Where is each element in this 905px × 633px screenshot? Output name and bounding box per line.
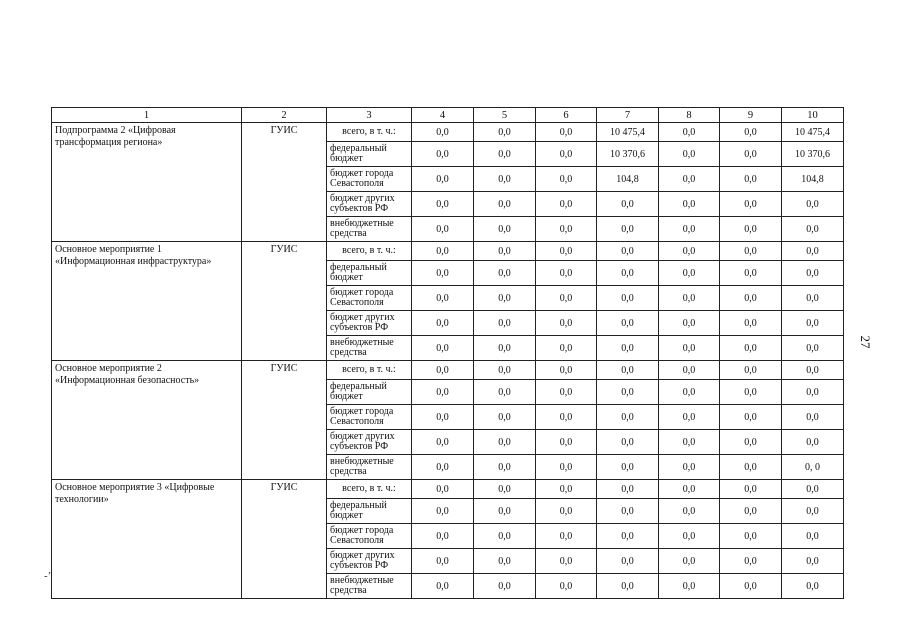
column-header: 8 — [659, 108, 720, 123]
amount-cell: 0,0 — [659, 217, 720, 242]
amount-cell: 10 475,4 — [782, 123, 844, 142]
amount-cell: 0,0 — [720, 261, 782, 286]
funding-source-cell: всего, в т. ч.: — [327, 242, 412, 261]
column-header: 1 — [52, 108, 242, 123]
amount-cell: 0,0 — [720, 311, 782, 336]
amount-cell: 0,0 — [597, 336, 659, 361]
amount-cell: 0,0 — [474, 405, 536, 430]
amount-cell: 0,0 — [412, 361, 474, 380]
amount-cell: 10 475,4 — [597, 123, 659, 142]
amount-cell: 0,0 — [782, 261, 844, 286]
amount-cell: 0,0 — [782, 405, 844, 430]
amount-cell: 0,0 — [474, 455, 536, 480]
amount-cell: 0,0 — [659, 261, 720, 286]
column-header: 3 — [327, 108, 412, 123]
executor-cell: ГУИС — [242, 242, 327, 361]
program-name-cell: Основное мероприятие 1 «Информационная инфраструктура» — [52, 242, 242, 361]
amount-cell: 0,0 — [474, 123, 536, 142]
amount-cell: 0,0 — [412, 430, 474, 455]
amount-cell: 0,0 — [474, 217, 536, 242]
funding-source-cell: федеральный бюджет — [327, 261, 412, 286]
amount-cell: 0,0 — [659, 549, 720, 574]
amount-cell: 0,0 — [474, 311, 536, 336]
amount-cell: 0,0 — [659, 286, 720, 311]
funding-source-cell: бюджет города Севастополя — [327, 286, 412, 311]
program-name-cell: Подпрограмма 2 «Цифровая трансформация региона» — [52, 123, 242, 242]
amount-cell: 0,0 — [720, 142, 782, 167]
amount-cell: 0,0 — [412, 217, 474, 242]
column-header: 7 — [597, 108, 659, 123]
amount-cell: 0,0 — [659, 361, 720, 380]
funding-source-cell: бюджет города Севастополя — [327, 167, 412, 192]
amount-cell: 0,0 — [536, 286, 597, 311]
amount-cell: 0,0 — [412, 380, 474, 405]
amount-cell: 0,0 — [412, 405, 474, 430]
amount-cell: 0,0 — [720, 480, 782, 499]
amount-cell: 10 370,6 — [597, 142, 659, 167]
amount-cell: 104,8 — [782, 167, 844, 192]
amount-cell: 0,0 — [720, 217, 782, 242]
amount-cell: 0,0 — [597, 192, 659, 217]
funding-source-cell: внебюджетные средства — [327, 455, 412, 480]
amount-cell: 0,0 — [597, 286, 659, 311]
amount-cell: 0,0 — [474, 380, 536, 405]
amount-cell: 0,0 — [412, 142, 474, 167]
amount-cell: 0,0 — [474, 574, 536, 599]
funding-source-cell: бюджет города Севастополя — [327, 405, 412, 430]
column-header: 5 — [474, 108, 536, 123]
amount-cell: 0,0 — [474, 167, 536, 192]
amount-cell: 0,0 — [782, 524, 844, 549]
page-number: 27 — [858, 335, 873, 349]
amount-cell: 0,0 — [412, 192, 474, 217]
amount-cell: 0,0 — [659, 574, 720, 599]
amount-cell: 0,0 — [597, 430, 659, 455]
amount-cell: 0,0 — [659, 123, 720, 142]
column-header: 6 — [536, 108, 597, 123]
amount-cell: 0,0 — [597, 361, 659, 380]
program-name-cell: Основное мероприятие 2 «Информационная безопасность» — [52, 361, 242, 480]
executor-cell: ГУИС — [242, 361, 327, 480]
amount-cell: 0,0 — [720, 286, 782, 311]
header-row — [52, 108, 844, 123]
margin-mark: -’ — [44, 570, 52, 582]
amount-cell: 0,0 — [720, 524, 782, 549]
amount-cell: 0,0 — [412, 286, 474, 311]
amount-cell: 0,0 — [782, 499, 844, 524]
table-row — [52, 123, 844, 142]
amount-cell: 0,0 — [412, 549, 474, 574]
amount-cell: 0,0 — [782, 336, 844, 361]
amount-cell: 0,0 — [720, 430, 782, 455]
amount-cell: 0,0 — [782, 286, 844, 311]
amount-cell: 0,0 — [720, 336, 782, 361]
amount-cell: 0,0 — [474, 430, 536, 455]
amount-cell: 0,0 — [782, 480, 844, 499]
funding-table — [51, 107, 844, 599]
table-row — [52, 242, 844, 261]
funding-source-cell: бюджет других субъектов РФ — [327, 549, 412, 574]
amount-cell: 0,0 — [597, 380, 659, 405]
amount-cell: 0,0 — [536, 405, 597, 430]
amount-cell: 104,8 — [597, 167, 659, 192]
amount-cell: 0,0 — [474, 286, 536, 311]
amount-cell: 0,0 — [782, 574, 844, 599]
amount-cell: 0,0 — [536, 480, 597, 499]
table-row — [52, 480, 844, 499]
column-header: 10 — [782, 108, 844, 123]
amount-cell: 0,0 — [536, 380, 597, 405]
amount-cell: 0,0 — [720, 380, 782, 405]
amount-cell: 0,0 — [597, 242, 659, 261]
amount-cell: 0,0 — [536, 311, 597, 336]
amount-cell: 0,0 — [536, 167, 597, 192]
amount-cell: 0,0 — [720, 549, 782, 574]
funding-source-cell: федеральный бюджет — [327, 142, 412, 167]
amount-cell: 0,0 — [412, 261, 474, 286]
amount-cell: 0,0 — [720, 405, 782, 430]
amount-cell: 0,0 — [720, 123, 782, 142]
amount-cell: 0,0 — [659, 242, 720, 261]
amount-cell: 0,0 — [536, 574, 597, 599]
amount-cell: 0,0 — [474, 336, 536, 361]
amount-cell: 0,0 — [597, 217, 659, 242]
executor-cell: ГУИС — [242, 480, 327, 599]
amount-cell: 0,0 — [536, 430, 597, 455]
amount-cell: 0,0 — [474, 361, 536, 380]
amount-cell: 0,0 — [659, 430, 720, 455]
executor-cell: ГУИС — [242, 123, 327, 242]
funding-source-cell: бюджет других субъектов РФ — [327, 311, 412, 336]
amount-cell: 0,0 — [782, 549, 844, 574]
column-header: 4 — [412, 108, 474, 123]
funding-source-cell: всего, в т. ч.: — [327, 480, 412, 499]
amount-cell: 0,0 — [659, 405, 720, 430]
amount-cell: 0,0 — [659, 524, 720, 549]
amount-cell: 0,0 — [782, 242, 844, 261]
amount-cell: 0,0 — [536, 142, 597, 167]
amount-cell: 0,0 — [474, 242, 536, 261]
amount-cell: 0,0 — [412, 455, 474, 480]
amount-cell: 0,0 — [597, 524, 659, 549]
amount-cell: 0,0 — [412, 167, 474, 192]
column-header: 2 — [242, 108, 327, 123]
amount-cell: 0,0 — [659, 311, 720, 336]
amount-cell: 0,0 — [412, 499, 474, 524]
amount-cell: 0,0 — [597, 574, 659, 599]
funding-source-cell: всего, в т. ч.: — [327, 361, 412, 380]
funding-source-cell: федеральный бюджет — [327, 380, 412, 405]
amount-cell: 0,0 — [412, 524, 474, 549]
amount-cell: 0,0 — [597, 480, 659, 499]
amount-cell: 0,0 — [474, 192, 536, 217]
funding-source-cell: федеральный бюджет — [327, 499, 412, 524]
amount-cell: 0,0 — [659, 499, 720, 524]
amount-cell: 0,0 — [412, 480, 474, 499]
amount-cell: 0,0 — [536, 455, 597, 480]
amount-cell: 0,0 — [720, 242, 782, 261]
amount-cell: 0,0 — [659, 142, 720, 167]
amount-cell: 0,0 — [536, 123, 597, 142]
amount-cell: 0,0 — [720, 167, 782, 192]
amount-cell: 0,0 — [720, 499, 782, 524]
amount-cell: 0,0 — [474, 524, 536, 549]
amount-cell: 0,0 — [536, 192, 597, 217]
amount-cell: 0,0 — [474, 499, 536, 524]
amount-cell: 0,0 — [597, 499, 659, 524]
amount-cell: 0,0 — [536, 242, 597, 261]
amount-cell: 0,0 — [782, 380, 844, 405]
amount-cell: 0,0 — [536, 217, 597, 242]
amount-cell: 0,0 — [412, 336, 474, 361]
amount-cell: 0,0 — [659, 336, 720, 361]
amount-cell: 0,0 — [782, 430, 844, 455]
amount-cell: 0,0 — [782, 311, 844, 336]
amount-cell: 0,0 — [536, 361, 597, 380]
amount-cell: 0,0 — [659, 380, 720, 405]
amount-cell: 0,0 — [597, 311, 659, 336]
funding-source-cell: внебюджетные средства — [327, 336, 412, 361]
amount-cell: 0,0 — [597, 405, 659, 430]
amount-cell: 0,0 — [782, 192, 844, 217]
amount-cell: 0,0 — [597, 455, 659, 480]
amount-cell: 0,0 — [597, 549, 659, 574]
amount-cell: 0,0 — [474, 549, 536, 574]
amount-cell: 0,0 — [720, 192, 782, 217]
amount-cell: 0,0 — [720, 361, 782, 380]
amount-cell: 0,0 — [782, 217, 844, 242]
amount-cell: 0,0 — [412, 574, 474, 599]
amount-cell: 0,0 — [474, 142, 536, 167]
amount-cell: 0,0 — [720, 455, 782, 480]
funding-source-cell: внебюджетные средства — [327, 217, 412, 242]
amount-cell: 0,0 — [720, 574, 782, 599]
funding-source-cell: всего, в т. ч.: — [327, 123, 412, 142]
amount-cell: 0,0 — [536, 549, 597, 574]
amount-cell: 0,0 — [474, 480, 536, 499]
amount-cell: 0, 0 — [782, 455, 844, 480]
amount-cell: 0,0 — [412, 123, 474, 142]
table-row — [52, 361, 844, 380]
amount-cell: 0,0 — [782, 361, 844, 380]
funding-source-cell: внебюджетные средства — [327, 574, 412, 599]
amount-cell: 0,0 — [659, 167, 720, 192]
amount-cell: 0,0 — [659, 480, 720, 499]
funding-source-cell: бюджет других субъектов РФ — [327, 430, 412, 455]
amount-cell: 0,0 — [659, 192, 720, 217]
amount-cell: 0,0 — [474, 261, 536, 286]
amount-cell: 0,0 — [536, 336, 597, 361]
amount-cell: 0,0 — [659, 455, 720, 480]
amount-cell: 0,0 — [412, 311, 474, 336]
amount-cell: 0,0 — [536, 524, 597, 549]
amount-cell: 10 370,6 — [782, 142, 844, 167]
amount-cell: 0,0 — [412, 242, 474, 261]
funding-source-cell: бюджет других субъектов РФ — [327, 192, 412, 217]
column-header: 9 — [720, 108, 782, 123]
amount-cell: 0,0 — [536, 261, 597, 286]
amount-cell: 0,0 — [597, 261, 659, 286]
funding-source-cell: бюджет города Севастополя — [327, 524, 412, 549]
program-name-cell: Основное мероприятие 3 «Цифровые технологии» — [52, 480, 242, 599]
amount-cell: 0,0 — [536, 499, 597, 524]
table-body — [52, 108, 844, 599]
